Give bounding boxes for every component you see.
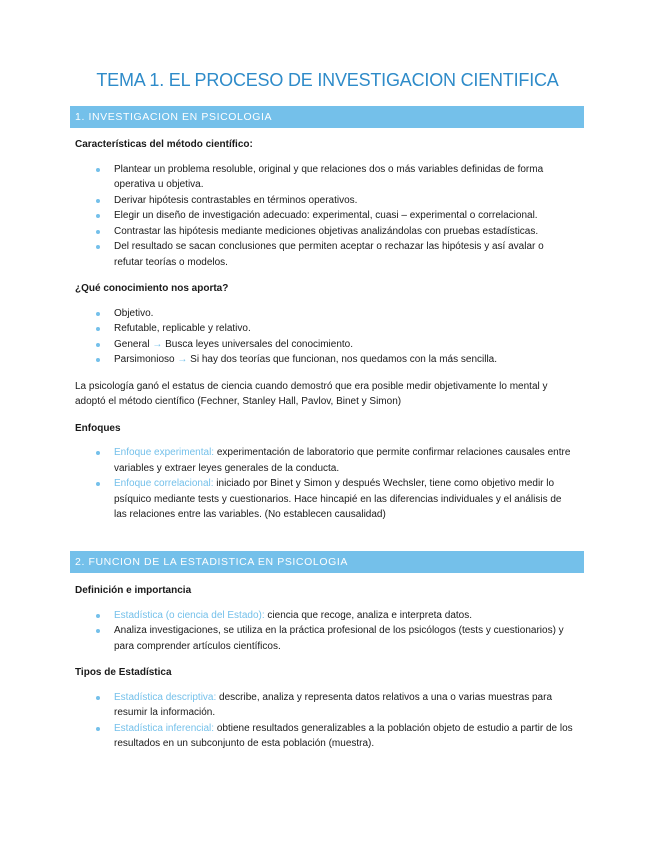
list-item: Objetivo. (75, 306, 575, 322)
section-2-content (75, 583, 575, 752)
conocimiento-heading: ¿Qué conocimiento nos aporta? (75, 283, 229, 294)
list-item: Estadística descriptiva: describe, analiza y representa datos relativos a una o varias muestras para resumir la información. (75, 690, 575, 721)
enfoques-heading: Enfoques (75, 422, 121, 434)
section-2-band: 2. FUNCION DE LA ESTADISTICA EN PSICOLOGIA (70, 551, 584, 573)
list-item: Estadística inferencial: obtiene resultados generalizables a la población objeto de estudio a partir de los resultados en un subconjunto de esta población (muestra). (75, 721, 575, 752)
tipos-heading: Tipos de Estadística (75, 667, 172, 678)
bullet-icon (96, 245, 100, 249)
psicologia-paragraph: La psicología ganó el estatus de ciencia cuando demostró que era posible medir objetivamente lo mental y adoptó el método científico (Fechner, Stanley Hall, Pavlov, Binet y Simon) (75, 380, 548, 407)
bullet-icon (96, 451, 100, 455)
section-1-content (75, 137, 575, 523)
arrow-right-icon: → (152, 338, 163, 350)
definicion-heading: Definición e importancia (75, 585, 192, 596)
list-item: Enfoque correlacional: iniciado por Binet y Simon y después Wechsler, tiene como objetivo medir lo psíquico mediante tests y cuestionarios. Hace hincapié en las diferencias individuales y el análisis de las relaciones entre las variables. (No establecen causalidad) (75, 476, 575, 523)
conocimiento-list (75, 306, 575, 368)
list-item: Del resultado se sacan conclusiones que permiten aceptar o rechazar las hipótesis y así avalar o refutar teorías o modelos. (75, 239, 575, 270)
bullet-icon (96, 199, 100, 203)
bullet-icon (96, 614, 100, 618)
list-item: Analiza investigaciones, se utiliza en la práctica profesional de los psicólogos (tests y cuestionarios) y para comprender artículos científicos. (75, 623, 575, 654)
caracteristicas-heading: Características del método científico: (75, 139, 253, 150)
bullet-icon (96, 327, 100, 331)
list-item: Parsimonioso → Si hay dos teorías que funcionan, nos quedamos con la más sencilla. (75, 352, 575, 368)
list-item: Enfoque experimental: experimentación de laboratorio que permite confirmar relaciones causales entre variables y extraer leyes generales de la conducta. (75, 445, 575, 476)
bullet-icon (96, 312, 100, 316)
bullet-icon (96, 214, 100, 218)
arrow-right-icon: → (177, 354, 188, 365)
list-item: Refutable, replicable y relativo. (75, 321, 575, 337)
bullet-icon (96, 343, 100, 347)
list-item: Derivar hipótesis contrastables en términos operativos. (75, 193, 575, 209)
definicion-list (75, 608, 575, 655)
bullet-icon (96, 358, 100, 362)
list-item: Estadística (o ciencia del Estado): ciencia que recoge, analiza e interpreta datos. (75, 608, 575, 624)
list-item: Contrastar las hipótesis mediante mediciones objetivas analizándolas con pruebas estadísticas. (75, 224, 575, 240)
enfoques-list (75, 445, 575, 523)
bullet-icon (96, 727, 100, 731)
bullet-icon (96, 230, 100, 234)
bullet-icon (96, 168, 100, 172)
list-item: General → Busca leyes universales del conocimiento. (75, 337, 575, 353)
bullet-icon (96, 696, 100, 700)
page-title: TEMA 1. EL PROCESO DE INVESTIGACION CIENTIFICA (96, 70, 559, 90)
section-1-band: 1. INVESTIGACION EN PSICOLOGIA (70, 106, 584, 128)
list-item: Plantear un problema resoluble, original y que relaciones dos o más variables definidas de forma operativa u objetiva. (75, 162, 575, 193)
bullet-icon (96, 629, 100, 633)
tipos-list (75, 690, 575, 752)
caracteristicas-list (75, 162, 575, 271)
bullet-icon (96, 482, 100, 486)
list-item: Elegir un diseño de investigación adecuado: experimental, cuasi – experimental o correlacional. (75, 208, 575, 224)
